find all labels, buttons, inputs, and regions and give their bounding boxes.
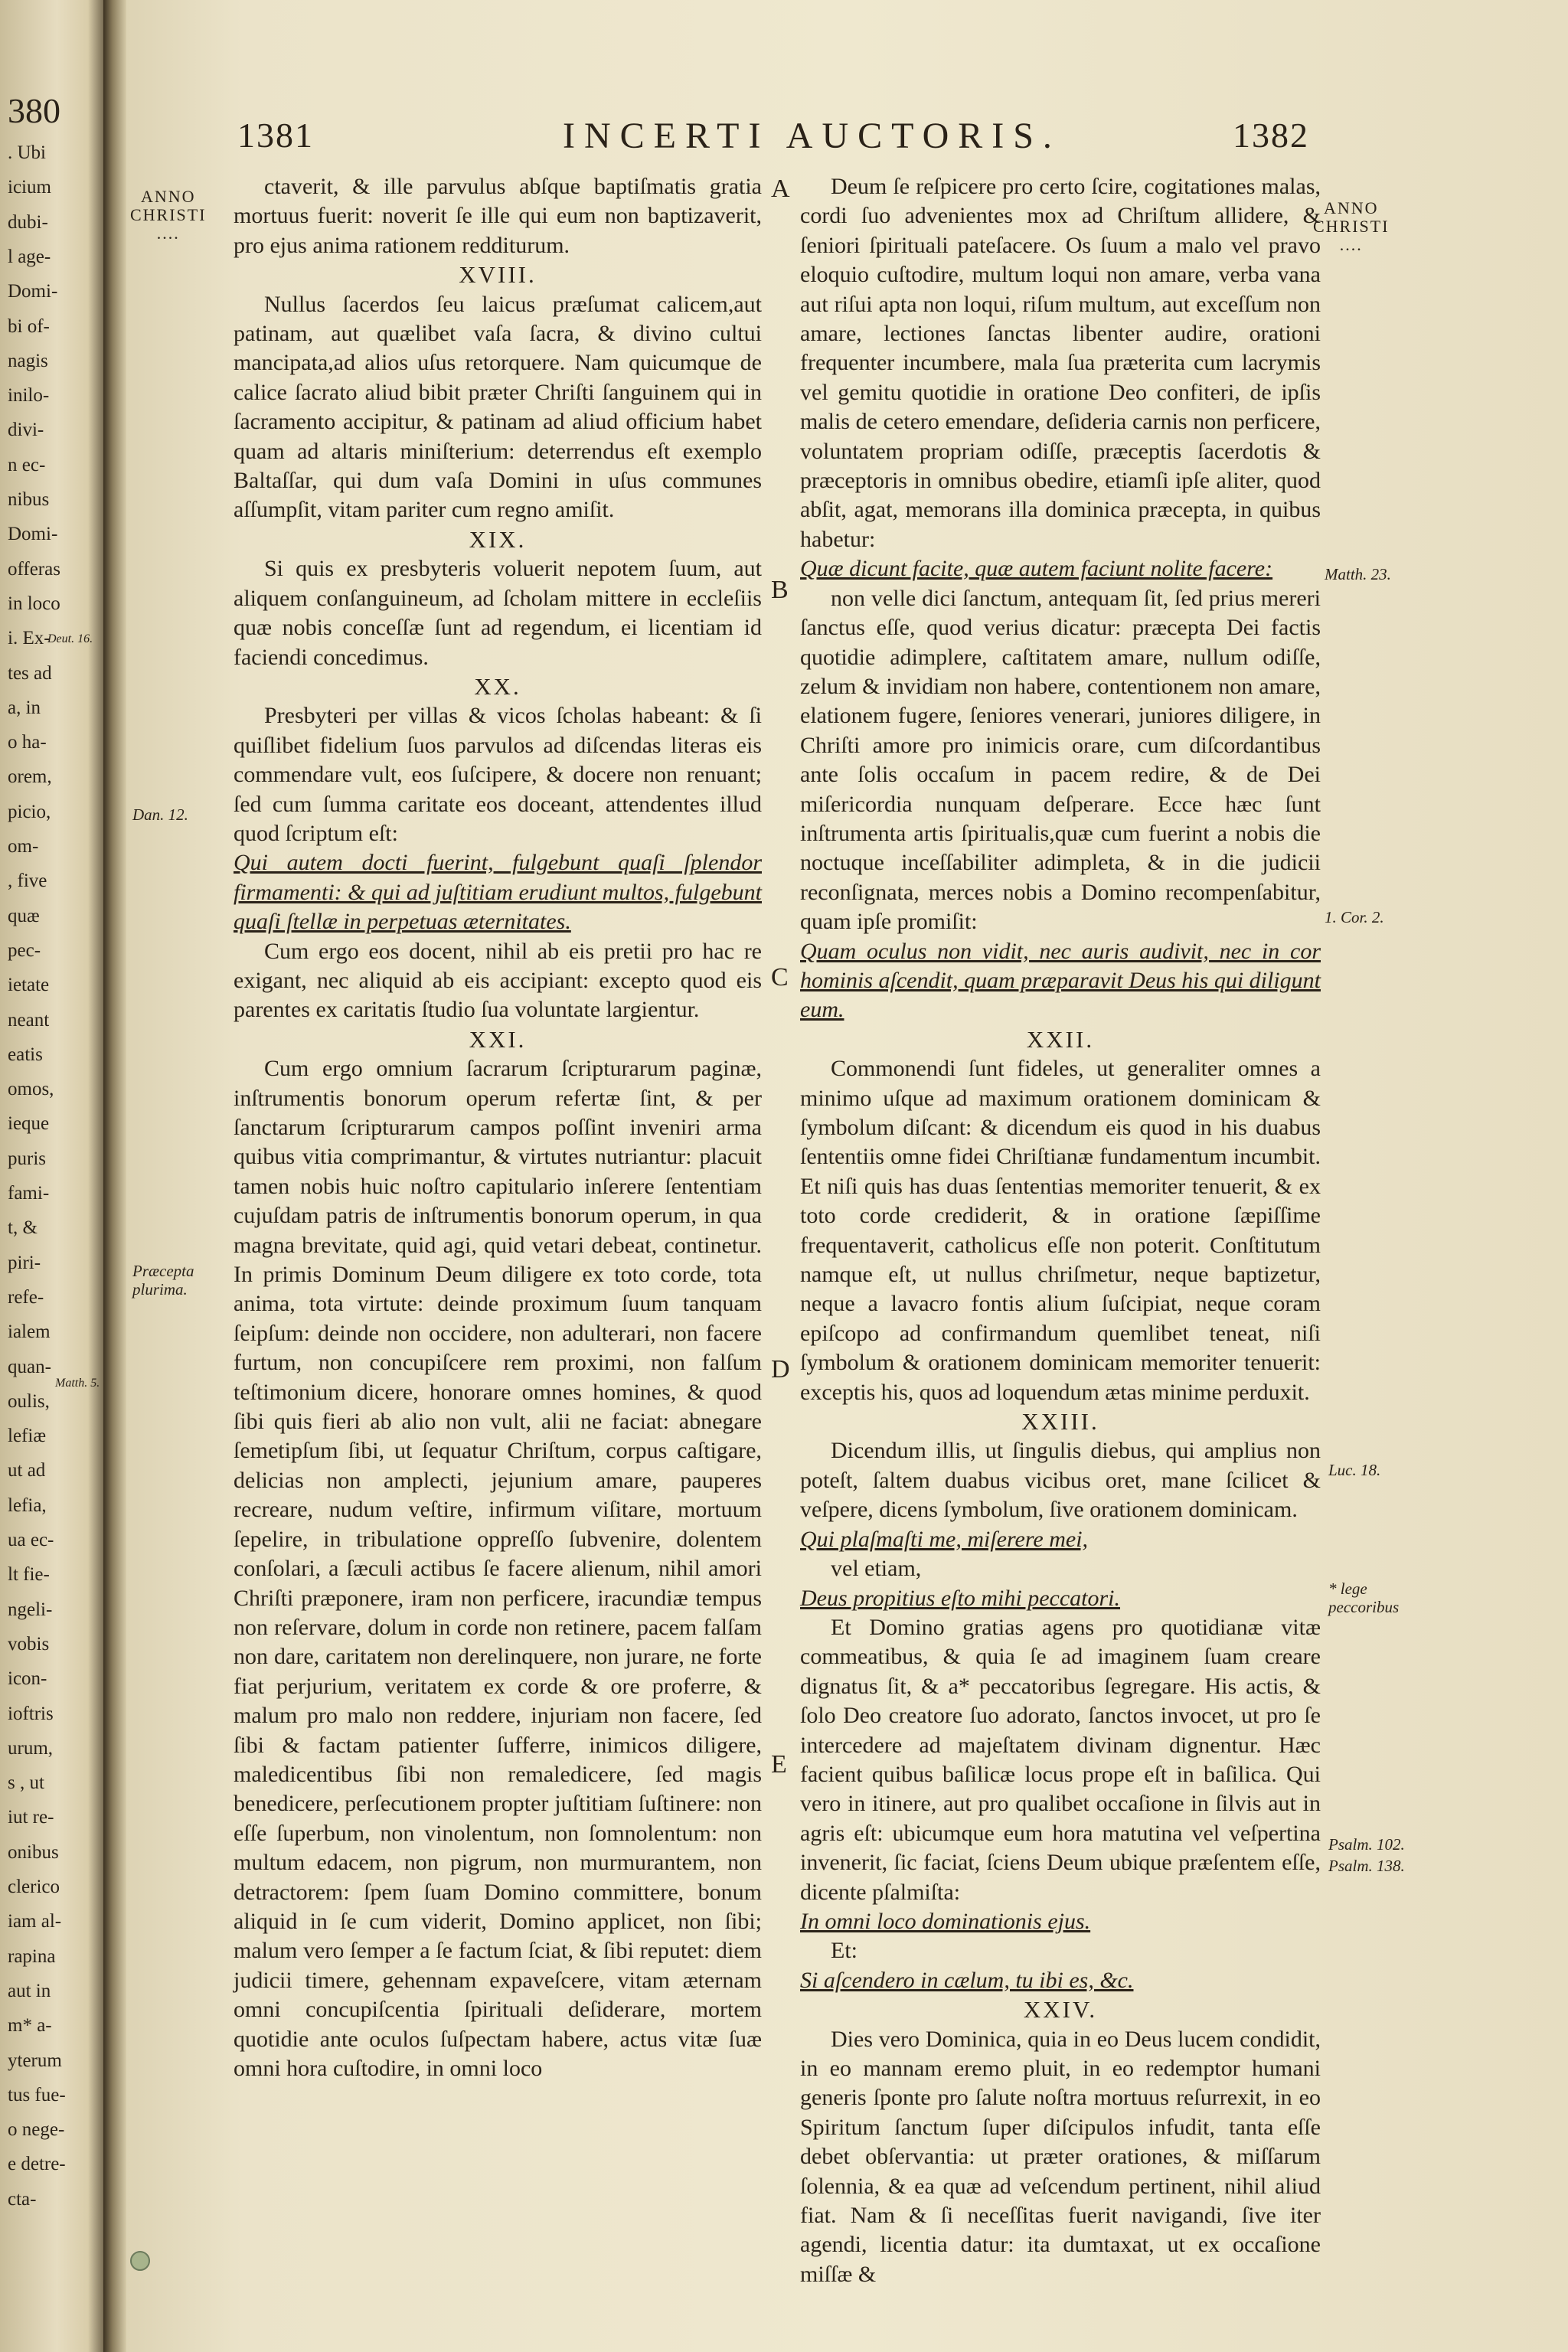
section-heading: XX. xyxy=(474,672,521,700)
anno-christi-left: ANNO CHRISTI .... xyxy=(130,187,207,243)
previous-page-fragment: eatis xyxy=(8,1044,43,1065)
previous-page-fragment: , five xyxy=(8,871,47,892)
left-column xyxy=(234,172,762,2083)
previous-page-fragment: quan- xyxy=(8,1356,51,1377)
previous-page-fragment: dubi- xyxy=(8,211,48,233)
paragraph: non velle dici ſanctum, antequam ſit, ſed prius mereri ſanctus eſſe, quod verius dicatur: præcepta Dei factis quotidie adimplere, caſtitatem amare, nullum odiſſe, zelum & invidiam non habere, contentionem non amare, elationem fugere, ſeniores venerari, juniores diligere, in Chriſti amore pro inimicis orare, cum diſcordantibus ante ſolis occaſum in pacem redire, & de Dei miſericordia nunquam deſperare. Ecce hæc ſunt inſtrumenta artis ſpiritualis,quæ cum fuerint a nobis die noctuque inceſſabiliter adimpleta, & in die judicii reconſignata, merces nobis a Domino recompenſabitur, quam ipſe promiſit: xyxy=(800,585,1321,935)
previous-page-fragment: neant xyxy=(8,1009,50,1031)
quote-paragraph xyxy=(800,1525,1321,1554)
previous-page-side-ref: Matth. 5. xyxy=(55,1377,100,1390)
library-stamp xyxy=(130,2251,150,2271)
paragraph: Nullus ſacerdos ſeu laicus præſumat calicem,aut patinam, aut quælibet vaſa ſacra, & divino cultui mancipata,ad alios uſus retorquere. Nam quicumque de calice ſacrato aliud bibit præter Chriſti ſanguinem qui in ſacramento accipitur, & patinam ad aliud officium habet quam ad altaris miniſterium: deterrendus eſt exemplo Baltaſſar, qui dum vaſa Domini in uſus communes aſſumpſit, vitam pariter cum regno amiſit. xyxy=(234,291,762,523)
previous-page-fragment: ietate xyxy=(8,975,50,996)
paragraph: Deum ſe reſpicere pro certo ſcire, cogitationes malas, cordi ſuo advenientes mox ad Chriſtum allidere, & ſeniori ſpirituali pateſacere. Os ſuum a malo vel pravo eloquio cuſtodire, multum loqui non amare, verba vana aut riſui apta non loqui, riſum multum, aut exceſſum non amare, lectiones ſanctas libenter audire, orationi frequenter incumbere, mala ſua præterita cum lacrymis vel gemitu quotidie in oratione Deo confiteri, de ipſis malis de cetero emendare, deſideria carnis non perficere, voluntatem propriam odiſſe, præceptis ſacerdotis & præceptoris in omnibus obedire, etiamſi ipſe aliter, quod abſit, agat, memorans illa dominica præcepta, in quibus habetur: xyxy=(800,174,1321,552)
previous-page-fragment: orem, xyxy=(8,766,52,788)
paragraph: ctaverit, & ille parvulus abſque baptiſmatis gratia mortuus fuerit: noverit ſe ille qui eum non baptizaverit, pro ejus anima rationem redditurum. xyxy=(234,174,762,258)
previous-page-fragment: o nege- xyxy=(8,2119,65,2141)
previous-page-fragment: ioftris xyxy=(8,1703,54,1724)
section-heading: XIX. xyxy=(469,525,527,553)
paragraph: Presbyteri per villas & vicos ſcholas habeant: & ſi quiſlibet fidelium ſuos parvulos ad diſcendas literas eis commendare vult, eos ſuſcipere, & docere non renuant; ſed cum ſumma caritate eos doceant, attendentes illud quod ſcriptum eſt: xyxy=(234,703,762,846)
paragraph: Dies vero Dominica, quia in eo Deus lucem condidit, in eo mannam eremo pluit, in eo redemptor humani generis ſponte pro ſalute noſtra mortuus reſurrexit, in eo Spiritum ſanctum ſuper diſcipulos infudit, tanta eſſe debet obſervantia: ut præter orationes, & miſſarum ſolennia, & ea quæ ad veſcendum pertinent, nihil aliud fiat. Nam & ſi neceſſitas fuerit navigandi, ſive iter agendi, licentia datur: ita dumtaxat, ut ex occaſione miſſæ & xyxy=(800,2026,1321,2287)
previous-page-fragment: iut re- xyxy=(8,1807,54,1828)
previous-page-fragment: ialem xyxy=(8,1321,51,1343)
margin-letter: C xyxy=(771,963,789,991)
scripture-quote: Qui plaſmaſti me, miſerere mei, xyxy=(800,1526,1089,1552)
previous-page-fragment: aut in xyxy=(8,1980,51,2001)
previous-page-fragment: refe- xyxy=(8,1286,44,1308)
previous-page-fragment: lefia, xyxy=(8,1494,47,1516)
page-number-left: 1381 xyxy=(237,116,314,155)
paragraph: Dicendum illis, ut ſingulis diebus, qui amplius non poteſt, ſaltem duabus vicibus oret, mane ſcilicet & veſpere, dicens ſymbolum, ſive orationem dominicam. xyxy=(800,1438,1321,1523)
section-heading: XXII. xyxy=(1026,1025,1095,1053)
main-page xyxy=(126,0,1568,2352)
previous-page-fragment: Domi- xyxy=(8,524,58,545)
previous-page-fragment: n ec- xyxy=(8,454,46,475)
margin-note: Psalm. 102. xyxy=(1328,1835,1405,1854)
previous-page-fragment: cta- xyxy=(8,2188,37,2210)
previous-page-fragment: o ha- xyxy=(8,732,47,753)
previous-page-fragment: yterum xyxy=(8,2050,62,2071)
previous-page-fragment: i. Ex- xyxy=(8,628,51,649)
previous-page-fragment: bi of- xyxy=(8,315,50,337)
margin-letter: E xyxy=(771,1750,787,1779)
previous-page-fragment: nibus xyxy=(8,489,50,510)
scripture-quote: Si aſcendero in cælum, tu ibi es, &c. xyxy=(800,1967,1134,1993)
page-number-right: 1382 xyxy=(1233,116,1309,155)
paragraph: vel etiam, xyxy=(831,1556,922,1582)
previous-page-fragment: omos, xyxy=(8,1079,54,1100)
paragraph: Et: xyxy=(831,1938,858,1964)
previous-page-fragment: iam al- xyxy=(8,1911,62,1932)
previous-page-fragment: inilo- xyxy=(8,385,50,407)
previous-page-fragment: puris xyxy=(8,1148,46,1169)
previous-page-fragment: e detre- xyxy=(8,2154,66,2175)
quote-paragraph xyxy=(800,1907,1321,1936)
quote-paragraph xyxy=(234,848,762,936)
previous-page-fragment: rapina xyxy=(8,1945,56,1967)
previous-page-fragment: a, in xyxy=(8,697,41,718)
previous-page-fragment: clerico xyxy=(8,1877,60,1897)
previous-page-fragment: nagis xyxy=(8,350,48,371)
previous-page-fragment: s , ut xyxy=(8,1772,44,1794)
previous-page-fragment: tus fue- xyxy=(8,2084,66,2105)
quote-paragraph xyxy=(800,1584,1321,1613)
previous-page-fragment: pec- xyxy=(8,939,41,961)
previous-page-fragment: ieque xyxy=(8,1113,50,1135)
margin-letter: B xyxy=(771,576,789,604)
previous-page-fragment: lefiæ xyxy=(8,1426,46,1447)
previous-page-fragment: om- xyxy=(8,836,39,857)
scripture-quote: In omni loco dominationis ejus. xyxy=(800,1908,1091,1934)
anno-christi-right: ANNO CHRISTI .... xyxy=(1313,198,1390,254)
paragraph: Cum ergo omnium ſacrarum ſcripturarum paginæ, inſtrumentis bonorum operum refertæ ſint, & per ſanctarum ſcripturarum campos poſſint inveniri arma quibus vitia comprimantur, & virtutes nutriantur: placuit tamen nobis huic noſtro capitulario inſerere ſententiam cujuſdam patris de inſtrumentis bonorum operum, in qua magna brevitate, quid agi, quid vetari debeat, continetur. In primis Dominum Deum diligere ex toto corde, tota anima, tota virtute: deinde proximum ſuum tanquam ſeipſum: deinde non occidere, non adulterari, non facere furtum, non concupiſcere rem proximi, non falſum teſtimonium dicere, honorare omnes homines, & quod ſibi quis fieri ab alio non vult, alii ne faciat: abnegare ſemetipſum ſibi, ut ſequatur Chriſtum, corpus caſtigare, delicias non amplecti, jejunium amare, pauperes recreare, nudum veſtire, infirmum viſitare, mortuum ſepelire, in tribulatione oppreſſo ſubvenire, dolentem conſolari, a ſæculi actibus ſe facere alienum, nihil amori Chriſti præponere, iram non perficere, iracundiæ tempus non reſervare, dolum in corde non retinere, pacem falſam non dare, caritatem non derelinquere, non jurare, ne forte fiat perjurium, veritatem ex corde & ore proferre, & malum pro malo non reddere, injuriam non facere, ſed ſibi & factam patienter ſufferre, inimicos diligere, maledicentibus ſibi non remaledicere, ſed magis benedicere, perſecutionem propter juſtitiam ſuſtinere: non eſſe ſuperbum, non vinolentum, non ſomnolentum: non multum edacem, non pigrum, non murmurantem, non detractorem: ſpem ſuam Domino committere, bonum aliquid in ſe cum viderit, Domino applicet, non ſibi; malum vero ſemper a ſe factum ſciat, & ſibi reputet: diem judicii timere, gehennam expaveſcere, vitam æternam omni concupiſcentia ſpirituali deſiderare, mortem quotidie ante oculos ſuſpectam habere, actus vitæ ſuæ omni hora cuſtodire, in omni loco xyxy=(234,1056,762,2081)
section-heading: XXIV. xyxy=(1023,1996,1098,2024)
previous-page-fragment: tes ad xyxy=(8,662,52,684)
scripture-quote: Qui autem docti fuerint, fulgebunt quaſi ſplendor firmamenti: & qui ad juſtitiam erudiunt multos, fulgebunt quaſi ſtellæ in perpetuas æternitates. xyxy=(234,850,762,935)
previous-page-fragment: ut ad xyxy=(8,1460,46,1481)
previous-page-fragment: m* a- xyxy=(8,2015,52,2037)
scripture-quote: Quæ dicunt facite, quæ autem faciunt nolite facere: xyxy=(800,556,1273,582)
section-heading: XVIII. xyxy=(459,261,537,289)
previous-page-fragment: l age- xyxy=(8,246,51,267)
margin-note: Dan. 12. xyxy=(132,805,188,824)
scripture-quote: Deus propitius eſto mihi peccatori. xyxy=(800,1585,1121,1611)
previous-page-fragment: t, & xyxy=(8,1217,38,1239)
previous-page-fragment: Domi- xyxy=(8,281,58,302)
scripture-quote: Quam oculus non vidit, nec auris audivit, nec in cor hominis aſcendit, quam præparavit Deus his qui diligunt eum. xyxy=(800,938,1321,1023)
previous-page-fragment: picio, xyxy=(8,801,51,822)
margin-note: Matth. 23. xyxy=(1325,565,1391,583)
margin-note: Psalm. 138. xyxy=(1328,1857,1405,1875)
previous-page-fragment: urum, xyxy=(8,1737,54,1759)
previous-page-fragment: piri- xyxy=(8,1252,41,1273)
quote-paragraph xyxy=(800,1966,1321,1995)
previous-page-edge xyxy=(0,0,103,2352)
previous-page-fragment: fami- xyxy=(8,1183,50,1204)
margin-note: 1. Cor. 2. xyxy=(1325,908,1384,926)
previous-page-fragment: quæ xyxy=(8,905,40,926)
paragraph: Commonendi ſunt fideles, ut generaliter omnes a minimo uſque ad maximum orationem dominicam & ſymbolum diſcant: & dicendum eis quod in his duabus ſententiis omne fidei Chriſtianæ fundamentum incumbit. Et niſi quis has duas ſententias memoriter tenuerit, & ex toto corde crediderit, & in oratione ſæpiſſime frequentaverit, catholicus eſſe non poterit. Conſtitutum namque eſt, ut nullus chriſmetur, neque baptizetur, neque a lavacro fontis alium ſuſcipiat, neque coram epiſcopo ad confirmandum quemlibet teneat, niſi ſymbolum & orationem dominicam memoriter tenuerit: exceptis his, quos ad loquendum ætas minime perduxit. xyxy=(800,1056,1321,1405)
quote-paragraph xyxy=(800,937,1321,1025)
previous-page-fragment: divi- xyxy=(8,420,44,441)
margin-letter: D xyxy=(771,1355,790,1383)
previous-page-fragment: offeras xyxy=(8,558,60,580)
margin-note: Præcepta plurima. xyxy=(132,1262,194,1298)
quote-paragraph xyxy=(800,554,1321,583)
previous-page-fragment: . Ubi xyxy=(8,142,46,163)
running-title: INCERTI AUCTORIS. xyxy=(563,116,1061,156)
section-heading: XXI. xyxy=(469,1025,527,1053)
previous-page-fragment: icon- xyxy=(8,1668,47,1690)
paragraph: Si quis ex presbyteris voluerit nepotem ſuum, aut aliquem conſanguineum, ad ſcholam mittere in eccleſiis quæ nobis conceſſæ ſunt ad regendum, ei licentiam id faciendi concedimus. xyxy=(234,556,762,670)
margin-note: * lege peccoribus xyxy=(1328,1579,1400,1616)
previous-page-fragment: in loco xyxy=(8,593,60,614)
previous-page-fragment: lt fie- xyxy=(8,1564,50,1586)
right-column xyxy=(800,172,1321,2289)
previous-page-side-ref: Deut. 16. xyxy=(47,632,93,645)
margin-letter: A xyxy=(771,175,790,203)
paragraph: Et Domino gratias agens pro quotidianæ vitæ commeatibus, & quia ſe ad imaginem ſuam creare dignatus ſit, & a* peccatoribus ſegregare. His actis, & ſolo Deo creatore ſuo adorato, ſanctos invocet, ut pro ſe intercedere ad majeſtatem divinam dignentur. Hæc facient quibus baſilicæ locus prope eſt in baſilica. Qui vero in itinere, aut pro qualibet occaſione in ſilvis aut in agris eſt: ubicumque eum hora matutina vel veſpertina invenerit, ſic faciat, ſciens Deum ubique præſentem eſſe, dicente pſalmiſta: xyxy=(800,1614,1321,1905)
book-gutter xyxy=(103,0,126,2352)
previous-page-number: 380 xyxy=(8,91,60,130)
previous-page-fragment: ua ec- xyxy=(8,1530,54,1550)
previous-page-fragment: ngeli- xyxy=(8,1599,53,1620)
previous-page-fragment: onibus xyxy=(8,1841,59,1863)
previous-page-fragment: vobis xyxy=(8,1633,50,1655)
previous-page-fragment: icium xyxy=(8,177,51,198)
section-heading: XXIII. xyxy=(1021,1408,1099,1436)
paragraph: Cum ergo eos docent, nihil ab eis pretii pro hac re exigant, nec aliquid ab eis accipiant: excepto quod eis parentes ex caritatis ſtudio ſua voluntate largientur. xyxy=(234,938,762,1023)
previous-page-fragment: oulis, xyxy=(8,1390,50,1412)
margin-note: Luc. 18. xyxy=(1328,1461,1381,1479)
